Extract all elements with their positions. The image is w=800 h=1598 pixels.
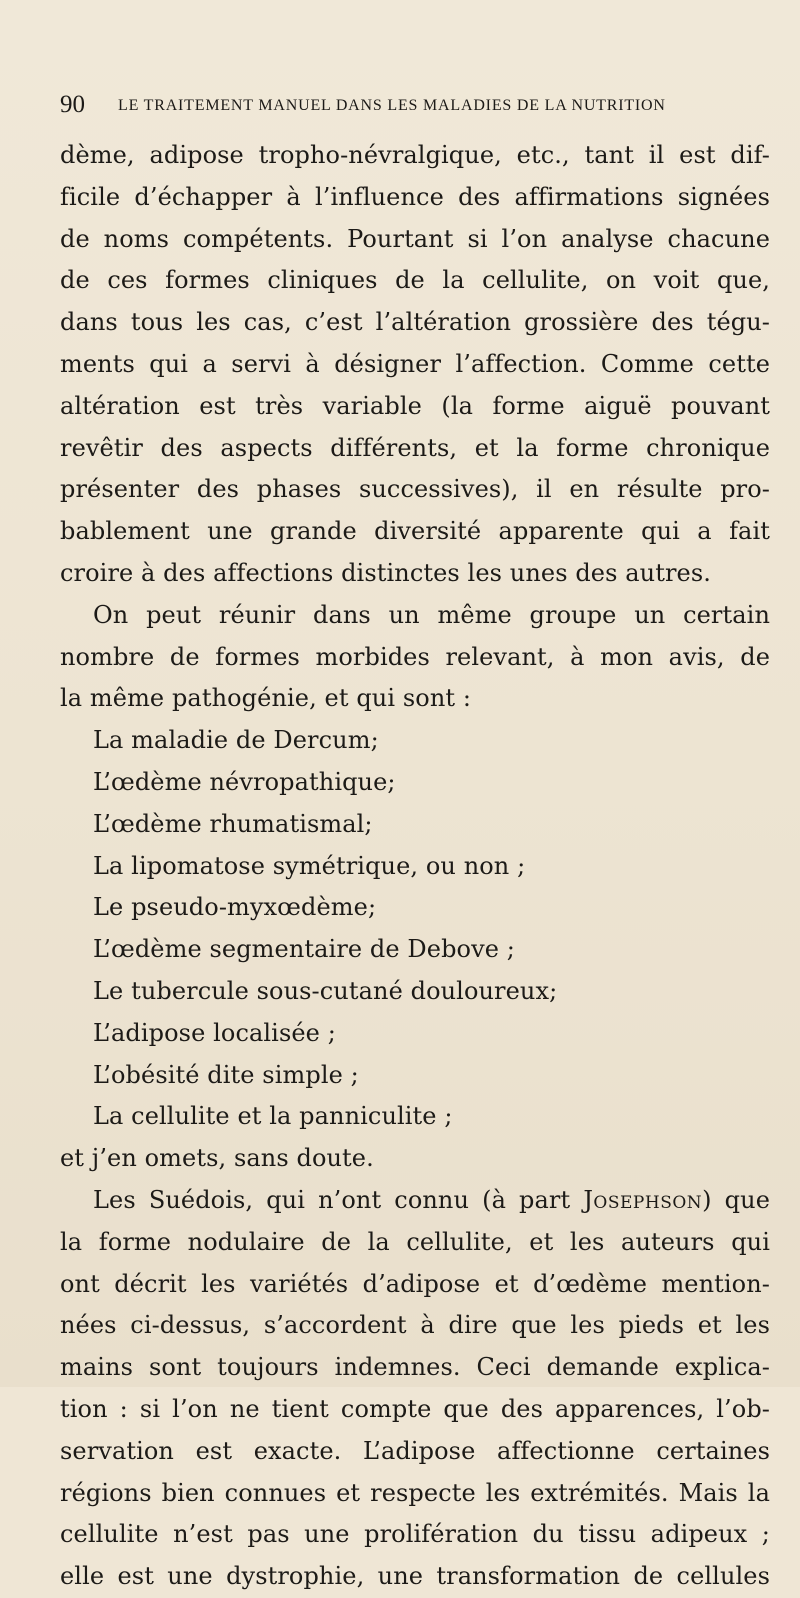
list-item: La lipomatose symétrique, ou non ;: [93, 851, 526, 880]
text-line: ont décrit les variétés d’adipose et d’œdème mention-: [60, 1269, 770, 1298]
text-line: revêtir des aspects différents, et la forme chronique: [60, 433, 770, 462]
list-item: L’adipose localisée ;: [93, 1018, 336, 1047]
body-text: [60, 135, 770, 1598]
text-line: cellulite n’est pas une prolifération du tissu adipeux ;: [60, 1520, 770, 1549]
text-line: dème, adipose tropho-névralgique, etc., tant il est dif-: [60, 141, 770, 169]
list-item: L’œdème segmentaire de Debove ;: [93, 935, 515, 964]
text-line: On peut réunir dans un même groupe un certain: [93, 600, 770, 629]
text-line: altération est très variable (la forme aiguë pouvant: [60, 391, 770, 420]
list-item: L’obésité dite simple ;: [93, 1060, 359, 1089]
page-number: 90: [60, 91, 85, 118]
text-line: présenter des phases successives), il en résulte pro-: [60, 475, 770, 504]
text-line: nombre de formes morbides relevant, à mon avis, de: [60, 642, 770, 671]
list-item: Le tubercule sous-cutané douloureux;: [93, 976, 558, 1005]
text-line: de ces formes cliniques de la cellulite, on voit que,: [60, 266, 770, 295]
text-line: la forme nodulaire de la cellulite, et les auteurs qui: [60, 1227, 770, 1256]
text-line: mains sont toujours indemnes. Ceci demande explica-: [60, 1353, 770, 1382]
text-line: croire à des affections distinctes les unes des autres.: [60, 558, 711, 587]
list-item: La cellulite et la panniculite ;: [93, 1102, 453, 1131]
running-header: [60, 90, 760, 120]
text-line: servation est exacte. L’adipose affectionne certaines: [60, 1436, 770, 1465]
text-line: régions bien connues et respecte les extrémités. Mais la: [60, 1478, 770, 1507]
text-segment: Les Suédois, qui n’ont connu (à part: [93, 1185, 571, 1214]
text-line: elle est une dystrophie, une transformation de cellules: [60, 1562, 770, 1591]
text-segment: ) que: [702, 1185, 771, 1214]
list-item: L’œdème rhumatismal;: [93, 809, 373, 838]
text-line: [60, 1180, 770, 1222]
list-item: Le pseudo-myxœdème;: [93, 893, 377, 922]
text-line: nées ci-dessus, s’accordent à dire que les pieds et les: [60, 1311, 770, 1340]
text-line: tion : si l’on ne tient compte que des apparences, l’ob-: [60, 1394, 770, 1423]
text-line: de noms compétents. Pourtant si l’on analyse chacune: [60, 224, 770, 253]
running-title: LE TRAITEMENT MANUEL DANS LES MALADIES DE LA NUTRITION: [118, 97, 666, 114]
text-line: la même pathogénie, et qui sont :: [60, 684, 472, 713]
list-item: La maladie de Dercum;: [93, 726, 379, 755]
text-line: ficile d’échapper à l’influence des affirmations signées: [60, 182, 770, 211]
text-line: ments qui a servi à désigner l’affection. Comme cette: [60, 349, 770, 378]
author-name: Josephson: [583, 1185, 703, 1214]
list-item: L’œdème névropathique;: [93, 767, 396, 796]
text-line: bablement une grande diversité apparente qui a fait: [60, 517, 770, 546]
text-line: dans tous les cas, c’est l’altération grossière des tégu-: [60, 308, 770, 337]
text-line: et j’en omets, sans doute.: [60, 1144, 374, 1173]
